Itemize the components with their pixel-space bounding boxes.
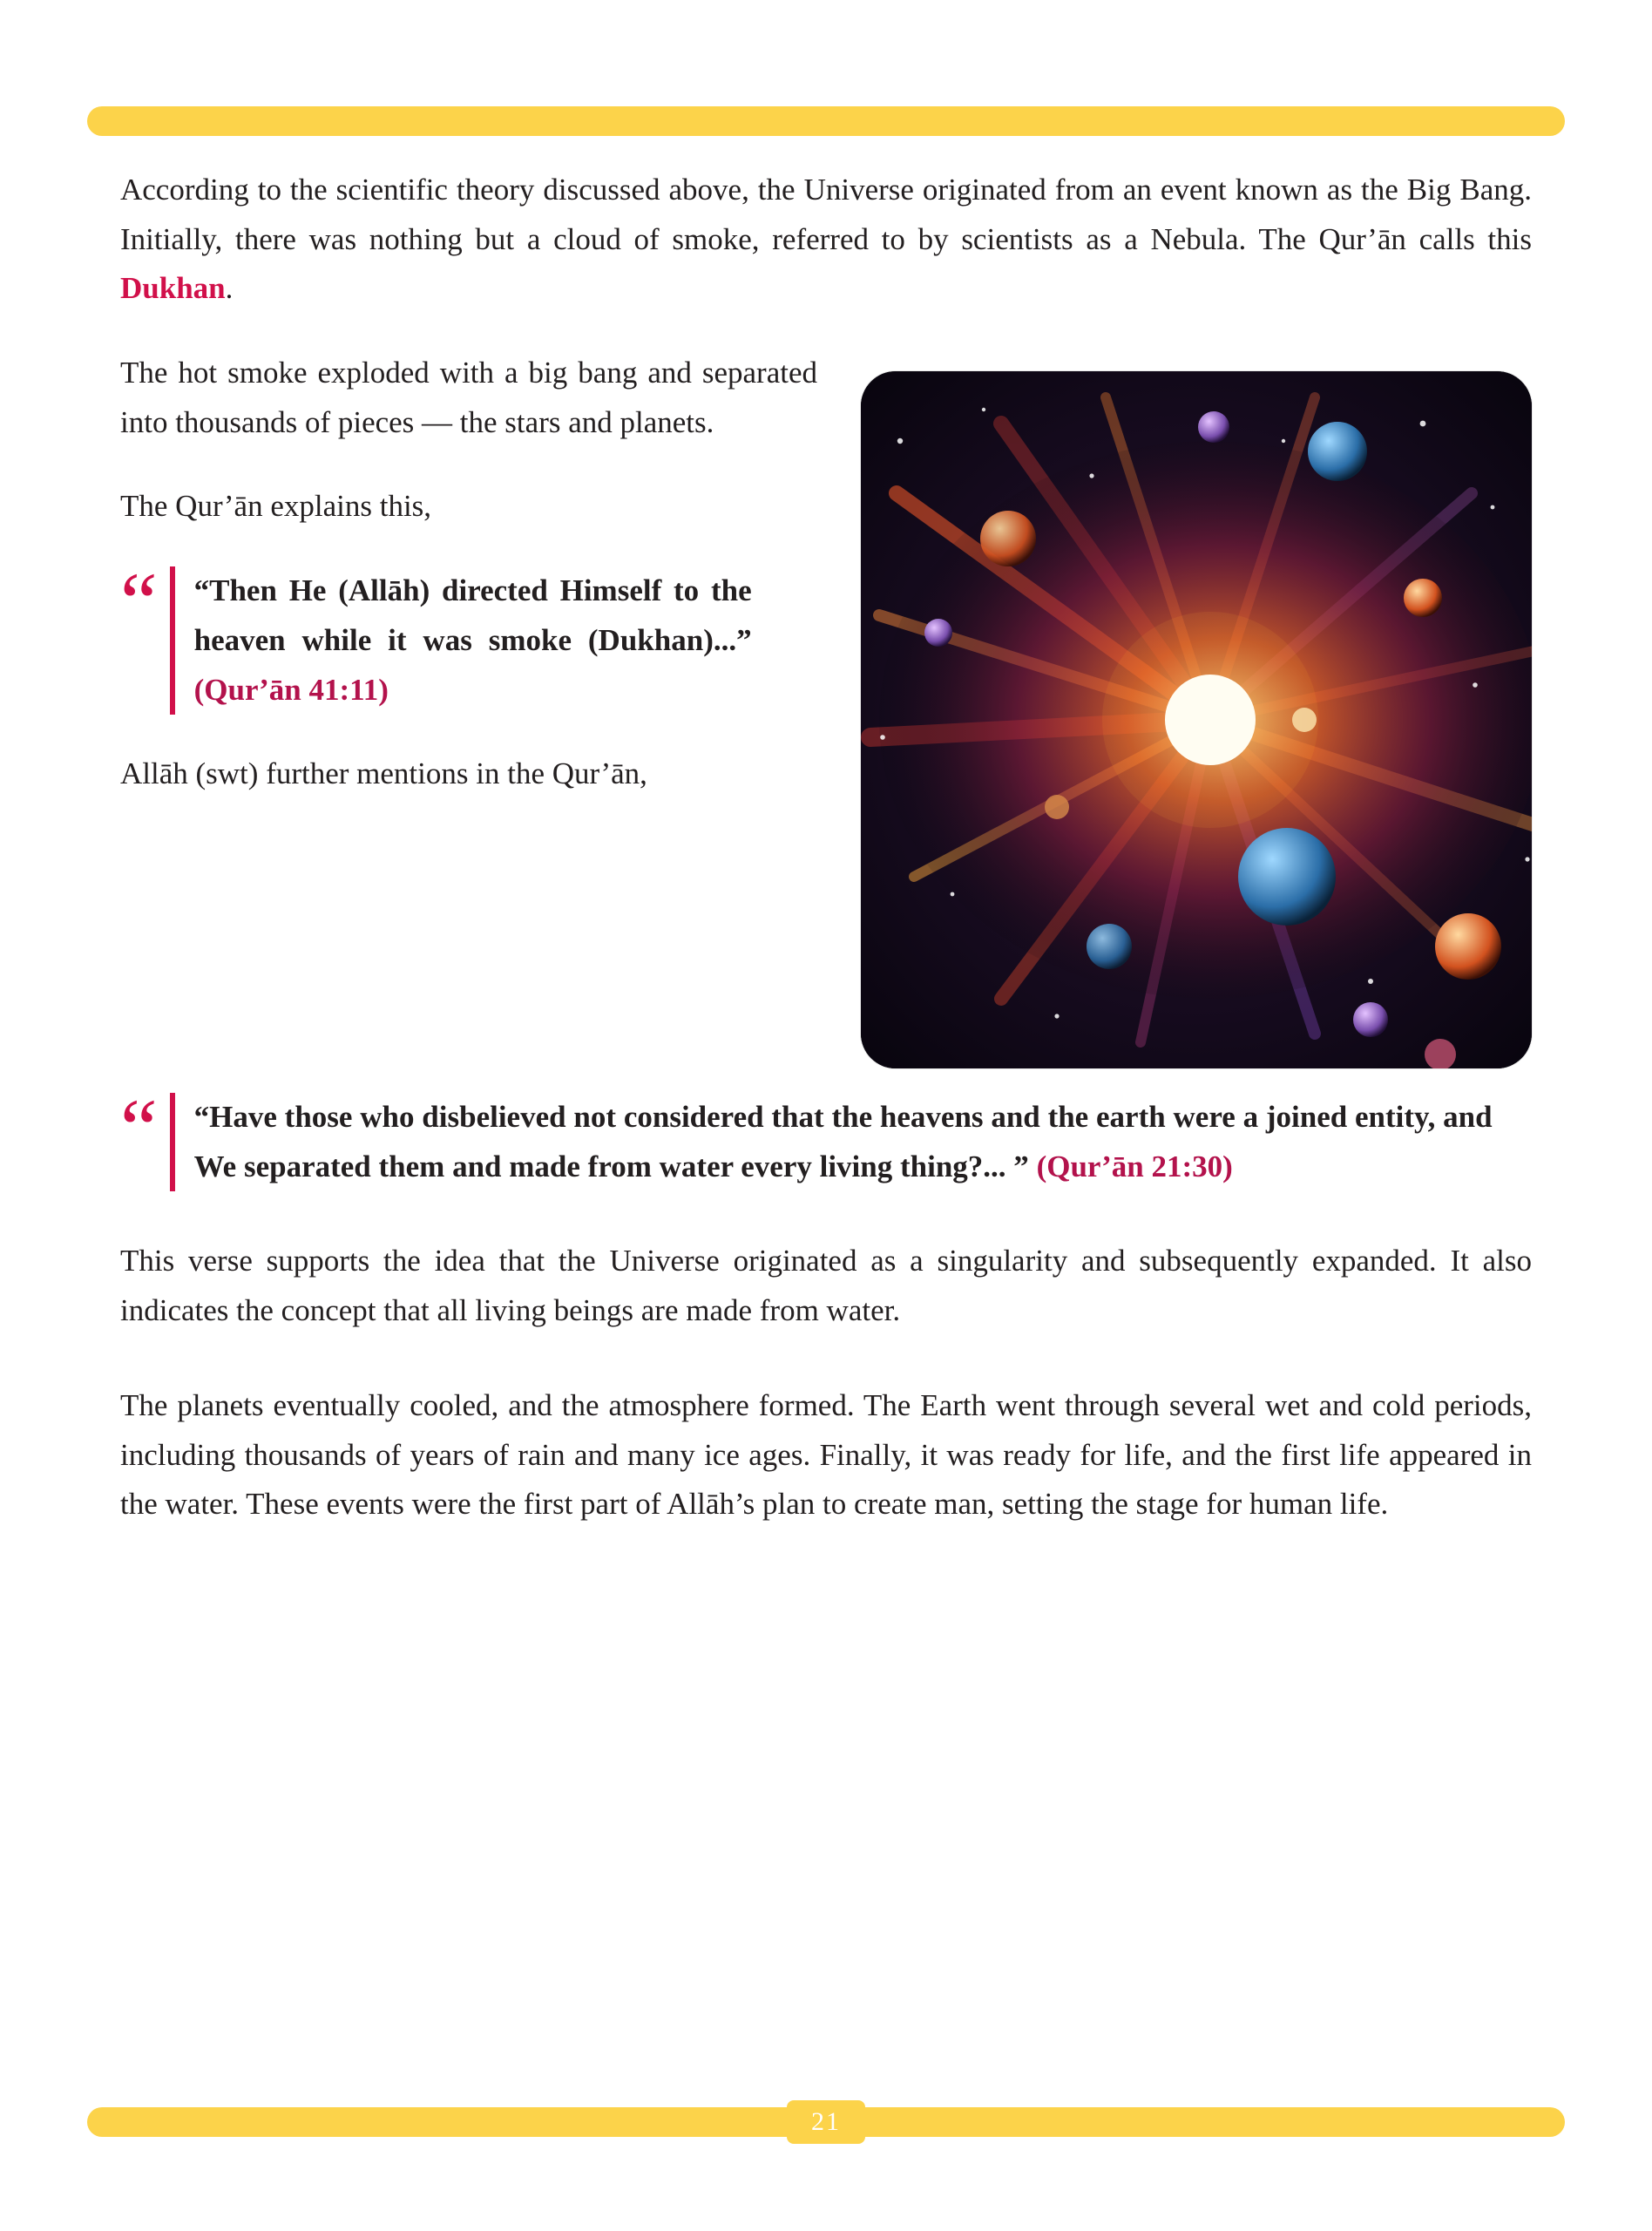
top-decorative-bar [87,106,1565,136]
paragraph-singularity: This verse supports the idea that the Universe originated as a singularity and subsequently expanded. It also indicates the concept that all living beings are made from water. [120,1244,1532,1328]
paragraph-intro [120,166,1532,314]
quote-21-30 [120,1082,1532,1191]
paragraph-allah-mentions: Allāh (swt) further mentions in the Qur’ān, [120,756,647,791]
quote-mark-icon: “ [120,555,158,649]
bottom-decorative-bar [87,2107,1565,2137]
nebula-graphic [861,371,1532,1068]
paragraph-planets-cooled: The planets eventually cooled, and the atmosphere formed. The Earth went through several wet and cold periods, including thousands of years of rain and many ice ages. Finally, it was ready for life, and the first life appeared in the water. These events were the first part of Allāh’s plan to create man, setting the stage for human life. [120,1387,1532,1522]
quote-21-30-body [170,1093,1493,1191]
quote-41-11 [120,555,819,715]
quote-41-11-body [170,566,752,715]
quote-21-30-text: “Have those who disbelieved not considered that the heavens and the earth were a joined entity, and We separated them and made from water every living thing?... ” [193,1100,1493,1183]
paragraph-quran-explains: The Qur’ān explains this, [120,489,432,524]
quote-mark-icon: “ [120,1082,158,1176]
paragraph-intro-text-2: . [225,271,234,306]
quote-41-11-text: “Then He (Allāh) directed Himself to the heaven while it was smoke (Dukhan)...” [193,573,752,657]
quote-21-30-reference: (Qur’ān 21:30) [1036,1149,1233,1183]
dukhan-highlight: Dukhan [120,271,226,306]
quote-41-11-reference: (Qur’ān 41:11) [193,672,389,707]
page-number: 21 [787,2100,865,2144]
paragraph-hot-smoke: The hot smoke exploded with a big bang and separated into thousands of pieces — the stars and planets. [120,356,817,439]
big-bang-illustration [861,371,1532,1068]
paragraph-intro-text-1: According to the scientific theory discussed above, the Universe originated from an event known as the Big Bang. Initially, there was nothing but a cloud of smoke, referred to by scientists as a Nebula. The Qur’ān calls this [120,173,1532,256]
page-content [120,166,1532,2057]
